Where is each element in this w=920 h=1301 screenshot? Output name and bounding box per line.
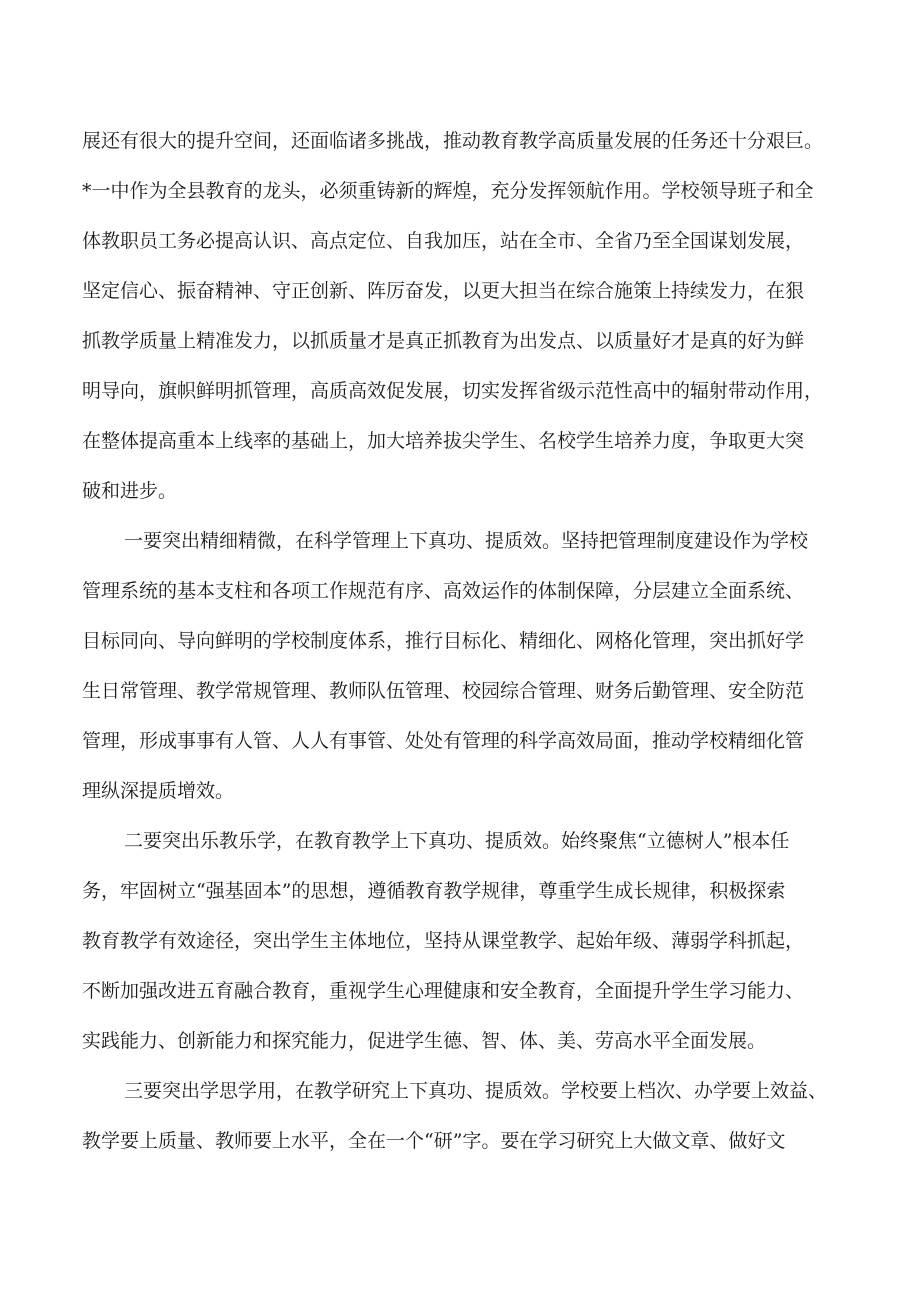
text-line: 教学要上质量、教师要上水平，全在一个“研”字。要在学习研究上大做文章、做好文 — [82, 1130, 786, 1152]
text-line: 管理系统的基本支柱和各项工作规范有序、高效运作的体制保障，分层建立全面系统、 — [82, 580, 805, 602]
text-line: 坚定信心、振奋精神、守正创新、阵厉奋发，以更大担当在综合施策上持续发力，在狠 — [82, 280, 805, 302]
text-line: 实践能力、创新能力和探究能力，促进学生德、智、体、美、劳高水平全面发展。 — [82, 1030, 767, 1052]
text-line: 在整体提高重本上线率的基础上，加大培养拔尖学生、名校学生培养力度，争取更大突 — [82, 430, 805, 452]
paragraph-start-line: 三要突出学思学用，在教学研究上下真功、提质效。学校要上档次、办学要上效益、 — [124, 1080, 828, 1102]
text-line: 管理，形成事事有人管、人人有事管、处处有管理的科学高效局面，推动学校精细化管 — [82, 730, 805, 752]
text-line: 理纵深提质增效。 — [82, 780, 235, 802]
text-line: 务，牢固树立“强基固本”的思想，遵循教育教学规律，尊重学生成长规律，积极探索 — [82, 880, 786, 902]
text-line: 体教职员工务必提高认识、高点定位、自我加压，站在全市、全省乃至全国谋划发展， — [82, 230, 805, 252]
paragraph-start-line: 一要突出精细精微，在科学管理上下真功、提质效。坚持把管理制度建设作为学校 — [124, 530, 809, 552]
text-line: 教育教学有效途径，突出学生主体地位，坚持从课堂教学、起始年级、薄弱学科抓起， — [82, 930, 805, 952]
text-line: 明导向，旗帜鲜明抓管理，高质高效促发展，切实发挥省级示范性高中的辐射带动作用， — [82, 380, 824, 402]
text-line: 抓教学质量上精准发力，以抓质量才是真正抓教育为出发点、以质量好才是真的好为鲜 — [82, 330, 805, 352]
text-line: 展还有很大的提升空间，还面临诸多挑战，推动教育教学高质量发展的任务还十分艰巨。 — [82, 130, 824, 152]
text-line: 不断加强改进五育融合教育，重视学生心理健康和安全教育，全面提升学生学习能力、 — [82, 980, 805, 1002]
text-line: *一中作为全县教育的龙头，必须重铸新的辉煌，充分发挥领航作用。学校领导班子和全 — [82, 180, 814, 202]
text-line: 生日常管理、教学常规管理、教师队伍管理、校园综合管理、财务后勤管理、安全防范 — [82, 680, 805, 702]
text-line: 破和进步。 — [82, 480, 178, 502]
text-line: 目标同向、导向鲜明的学校制度体系，推行目标化、精细化、网格化管理，突出抓好学 — [82, 630, 805, 652]
paragraph-start-line: 二要突出乐教乐学，在教育教学上下真功、提质效。始终聚焦“立德树人”根本任 — [124, 830, 790, 852]
